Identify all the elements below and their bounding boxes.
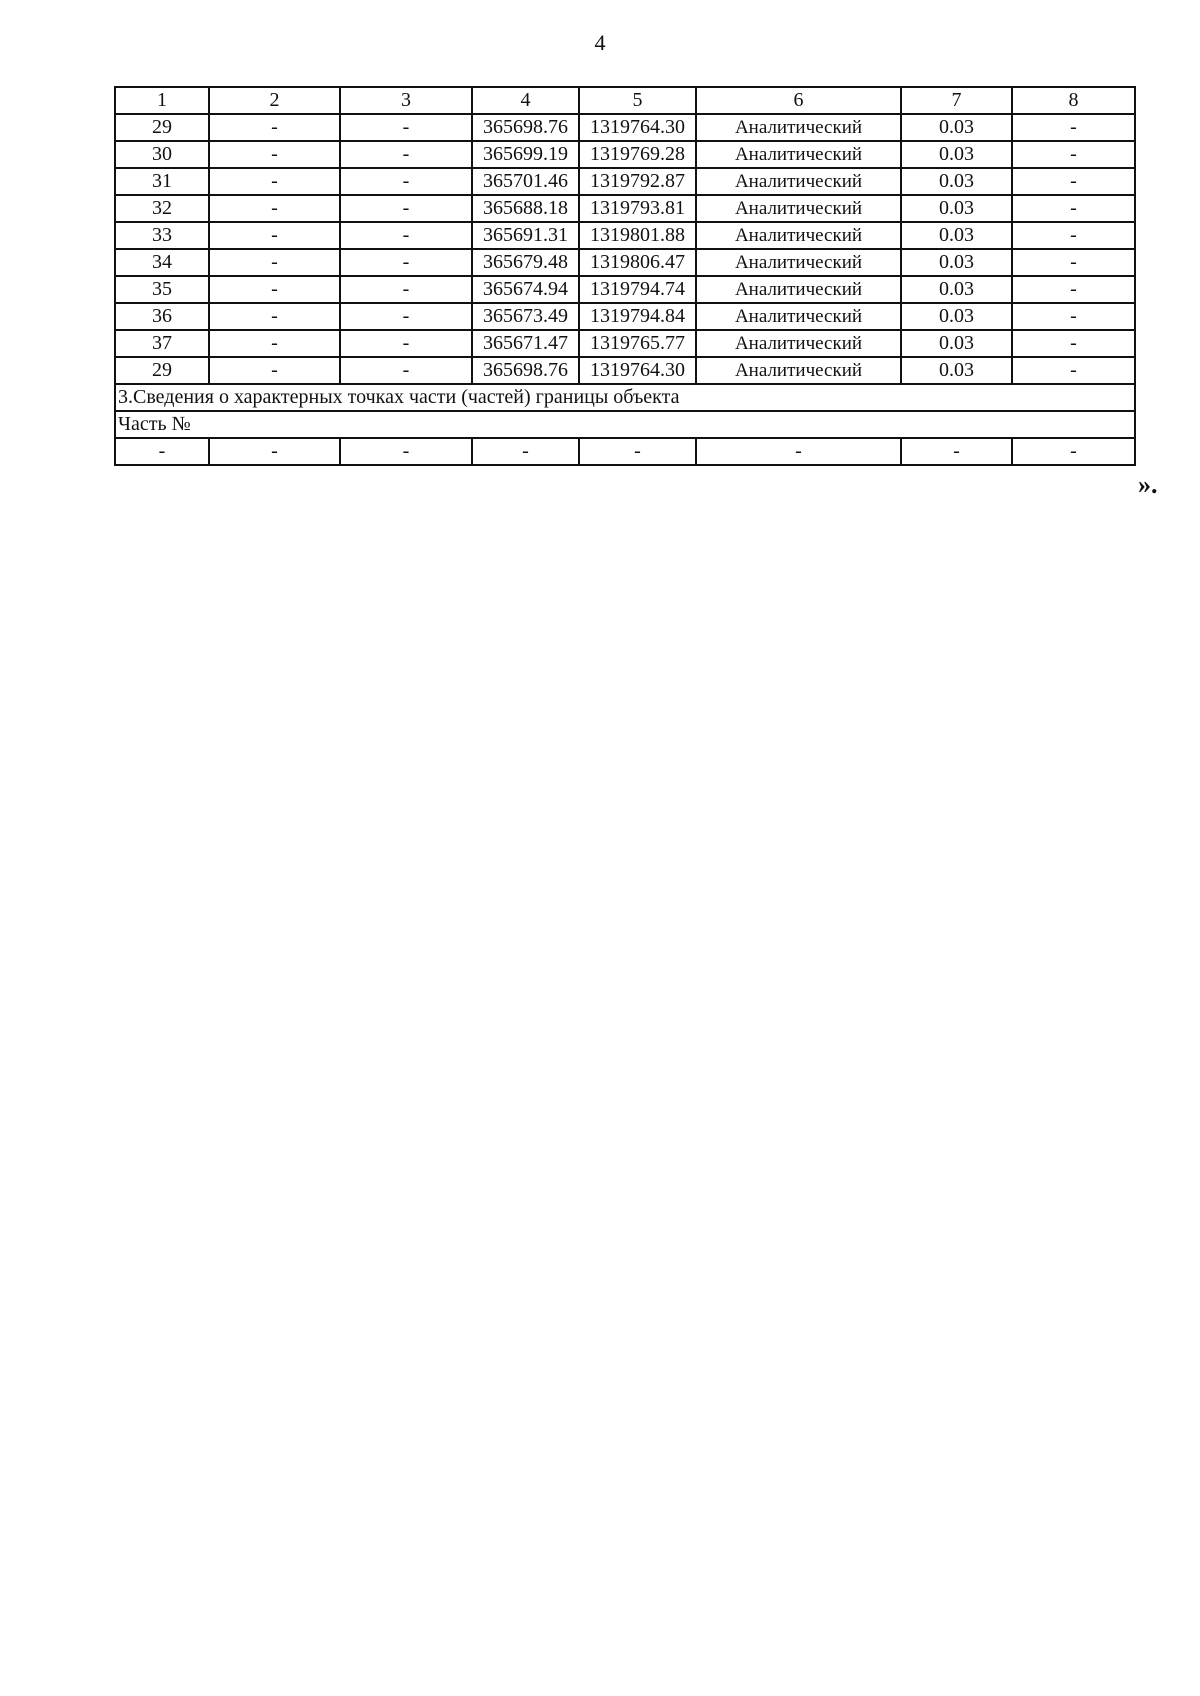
table-cell: 29 xyxy=(115,114,209,141)
part-label: Часть № xyxy=(115,411,1135,438)
table-cell: - xyxy=(1012,276,1135,303)
table-row xyxy=(115,249,1135,276)
table-row xyxy=(115,303,1135,330)
coordinates-table xyxy=(114,86,1136,466)
table-cell: - xyxy=(340,141,472,168)
table-cell: 33 xyxy=(115,222,209,249)
table-cell: - xyxy=(1012,195,1135,222)
table-cell: 1319794.74 xyxy=(579,276,696,303)
part-cell: - xyxy=(1012,438,1135,465)
table-cell: 365699.19 xyxy=(472,141,579,168)
section-title: 3.Сведения о характерных точках части (частей) границы объекта xyxy=(115,384,1135,411)
table-cell: 365701.46 xyxy=(472,168,579,195)
section-title-row xyxy=(115,384,1135,411)
table-cell: 0.03 xyxy=(901,114,1012,141)
table-cell: Аналитический xyxy=(696,168,901,195)
table-cell: 1319765.77 xyxy=(579,330,696,357)
table-row xyxy=(115,222,1135,249)
table-cell: - xyxy=(340,330,472,357)
table-cell: - xyxy=(209,303,340,330)
table-cell: 37 xyxy=(115,330,209,357)
table-row xyxy=(115,276,1135,303)
table-cell: - xyxy=(1012,168,1135,195)
table-row xyxy=(115,357,1135,384)
table-cell: Аналитический xyxy=(696,276,901,303)
part-cell: - xyxy=(472,438,579,465)
table-cell: 0.03 xyxy=(901,222,1012,249)
table-cell: - xyxy=(1012,249,1135,276)
closing-quote-mark: ». xyxy=(1138,470,1158,499)
header-cell: 7 xyxy=(901,87,1012,114)
table-row xyxy=(115,168,1135,195)
table-cell: - xyxy=(209,222,340,249)
table-cell: 365674.94 xyxy=(472,276,579,303)
table-cell: 32 xyxy=(115,195,209,222)
table-cell: 365679.48 xyxy=(472,249,579,276)
table-cell: 0.03 xyxy=(901,330,1012,357)
table-cell: - xyxy=(340,357,472,384)
table-cell: - xyxy=(1012,141,1135,168)
table-cell: 0.03 xyxy=(901,357,1012,384)
table-cell: - xyxy=(209,357,340,384)
table-cell: 1319764.30 xyxy=(579,357,696,384)
table-cell: 0.03 xyxy=(901,276,1012,303)
table-cell: 1319792.87 xyxy=(579,168,696,195)
table-cell: 0.03 xyxy=(901,141,1012,168)
table-cell: - xyxy=(1012,330,1135,357)
table-cell: - xyxy=(209,141,340,168)
table-cell: Аналитический xyxy=(696,195,901,222)
part-cell: - xyxy=(579,438,696,465)
table-cell: - xyxy=(340,303,472,330)
table-cell: - xyxy=(209,168,340,195)
table-cell: - xyxy=(1012,114,1135,141)
table-cell: 31 xyxy=(115,168,209,195)
table-cell: 365688.18 xyxy=(472,195,579,222)
table-cell: 1319801.88 xyxy=(579,222,696,249)
header-cell: 2 xyxy=(209,87,340,114)
table-cell: - xyxy=(209,114,340,141)
table-cell: 34 xyxy=(115,249,209,276)
table-cell: 365691.31 xyxy=(472,222,579,249)
part-row xyxy=(115,438,1135,465)
table-cell: 1319769.28 xyxy=(579,141,696,168)
header-cell: 4 xyxy=(472,87,579,114)
table-cell: - xyxy=(209,276,340,303)
header-cell: 5 xyxy=(579,87,696,114)
table-cell: 365673.49 xyxy=(472,303,579,330)
table-cell: - xyxy=(1012,357,1135,384)
table-cell: 1319764.30 xyxy=(579,114,696,141)
table-cell: Аналитический xyxy=(696,222,901,249)
table-cell: Аналитический xyxy=(696,249,901,276)
table-row xyxy=(115,114,1135,141)
header-cell: 1 xyxy=(115,87,209,114)
page-number: 4 xyxy=(594,30,606,55)
table-cell: - xyxy=(209,195,340,222)
header-cell: 6 xyxy=(696,87,901,114)
part-cell: - xyxy=(209,438,340,465)
table-cell: 365698.76 xyxy=(472,357,579,384)
table-cell: - xyxy=(209,330,340,357)
table-cell: - xyxy=(340,114,472,141)
table-cell: Аналитический xyxy=(696,303,901,330)
table-cell: - xyxy=(340,168,472,195)
header-row xyxy=(115,87,1135,114)
table-row xyxy=(115,195,1135,222)
table-cell: - xyxy=(340,276,472,303)
table-cell: 0.03 xyxy=(901,168,1012,195)
table-cell: 1319793.81 xyxy=(579,195,696,222)
table-row xyxy=(115,141,1135,168)
table-row xyxy=(115,330,1135,357)
table-cell: 365671.47 xyxy=(472,330,579,357)
table-cell: 35 xyxy=(115,276,209,303)
table-cell: 1319794.84 xyxy=(579,303,696,330)
table-cell: - xyxy=(1012,303,1135,330)
part-cell: - xyxy=(115,438,209,465)
table-cell: - xyxy=(340,195,472,222)
part-label-row xyxy=(115,411,1135,438)
table-cell: 0.03 xyxy=(901,249,1012,276)
table-cell: Аналитический xyxy=(696,114,901,141)
table-cell: 29 xyxy=(115,357,209,384)
table-cell: - xyxy=(209,249,340,276)
part-cell: - xyxy=(696,438,901,465)
table-cell: - xyxy=(340,249,472,276)
part-cell: - xyxy=(901,438,1012,465)
table-cell: Аналитический xyxy=(696,141,901,168)
table-cell: 30 xyxy=(115,141,209,168)
table-cell: 36 xyxy=(115,303,209,330)
table-cell: Аналитический xyxy=(696,357,901,384)
table-body xyxy=(115,87,1135,465)
part-cell: - xyxy=(340,438,472,465)
table-cell: 0.03 xyxy=(901,195,1012,222)
table-cell: 0.03 xyxy=(901,303,1012,330)
header-cell: 3 xyxy=(340,87,472,114)
table-cell: - xyxy=(1012,222,1135,249)
table-cell: 365698.76 xyxy=(472,114,579,141)
header-cell: 8 xyxy=(1012,87,1135,114)
table-cell: 1319806.47 xyxy=(579,249,696,276)
table-cell: Аналитический xyxy=(696,330,901,357)
table-cell: - xyxy=(340,222,472,249)
